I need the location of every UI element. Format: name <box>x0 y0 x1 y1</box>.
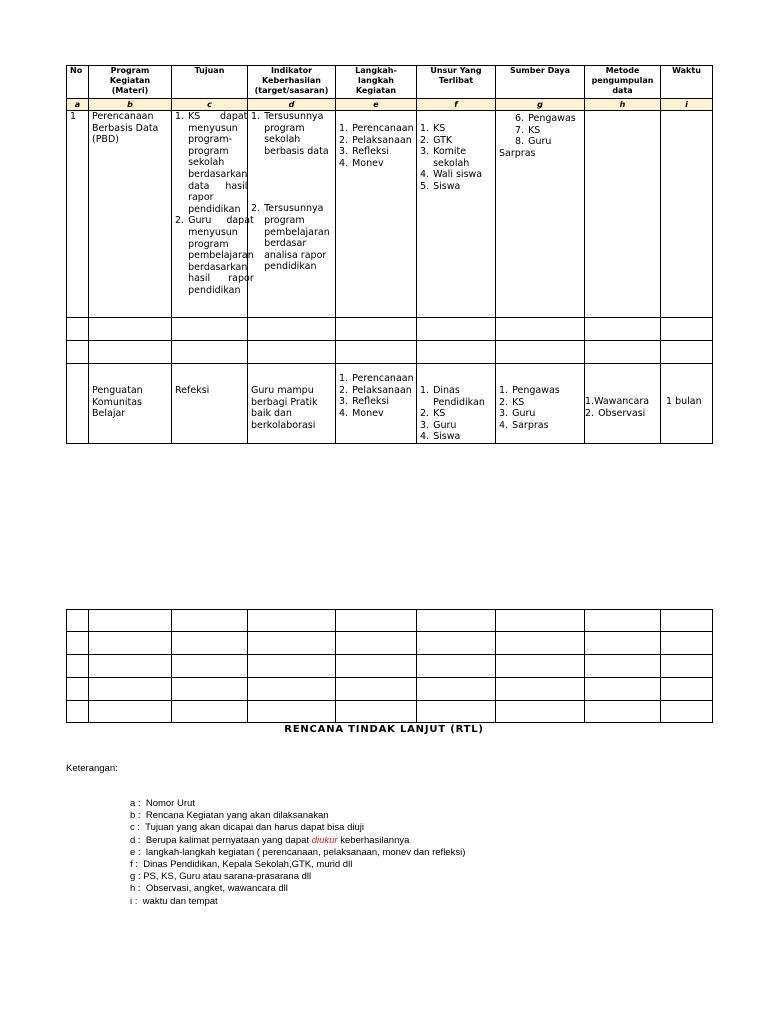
list-item: 2. GTK <box>420 134 453 146</box>
row1-metode <box>585 111 661 318</box>
header-metode: Metode pengumpulan data <box>585 66 661 99</box>
header-no: No <box>67 66 89 99</box>
letter-a: a <box>67 99 89 111</box>
list-item: 4. Sarpras <box>499 419 549 431</box>
table-row <box>67 111 713 318</box>
table-row <box>67 364 713 444</box>
page-title: RENCANA TINDAK LANJUT (RTL) <box>284 724 484 735</box>
header-unsur: Unsur Yang Terlibat <box>417 66 496 99</box>
list-item: 1. Wawancara <box>585 396 650 407</box>
empty-table <box>66 609 713 723</box>
list-item: 1. KS <box>420 123 446 134</box>
table-row <box>67 655 713 678</box>
list-item: 7. KS <box>515 124 541 136</box>
header-sumber: Sumber Daya <box>496 66 585 99</box>
rtl-main-table <box>66 65 713 444</box>
keterangan-heading: Keterangan: <box>66 763 118 774</box>
list-item: 3. Guru <box>420 419 457 431</box>
letter-c: c <box>172 99 248 111</box>
header-langkah: Langkah-langkah Kegiatan <box>336 66 417 99</box>
list-item: 3. Refleksi <box>339 396 390 408</box>
list-item: h : Observasi, angket, wawancara dll <box>130 883 288 895</box>
row1-unsur <box>417 111 496 318</box>
list-item: d : Berupa kalimat pernyataan yang dapat diukur keberhasilannya <box>130 834 410 846</box>
row1-indikator <box>248 111 336 318</box>
list-item: 1. Dinas Pendidikan <box>420 385 485 408</box>
letter-i: i <box>661 99 713 111</box>
row1-langkah <box>336 111 417 318</box>
letter-e: e <box>336 99 417 111</box>
list-item: 2. Tersusunnya program pembelajaran berdasar analisa rapor pendidikan <box>251 203 330 273</box>
row4-no <box>67 364 89 444</box>
list-item: 3. Refleksi <box>339 146 390 158</box>
row1-tujuan <box>172 111 254 318</box>
list-item: 1. Perencanaan <box>339 123 414 134</box>
list-item: c : Tujuan yang akan dicapai dan harus dapat bisa diuji <box>130 822 364 834</box>
list-item: 3. Guru <box>499 408 536 420</box>
list-item: a : Nomor Urut <box>130 798 195 809</box>
row1-waktu <box>661 111 713 318</box>
row4-unsur <box>417 364 496 444</box>
list-item: 1. Tersusunnya program sekolah berbasis data <box>251 111 329 157</box>
list-item: f : Dinas Pendidikan, Kepala Sekolah,GTK, murid dll <box>130 859 353 871</box>
list-item: 4. Monev <box>339 157 384 169</box>
list-item: 5. Siswa <box>420 180 461 192</box>
list-item: 3. Komite sekolah <box>420 146 470 169</box>
list-item: 4. Monev <box>339 407 384 419</box>
list-item: 8. Guru <box>515 136 552 148</box>
list-item: b : Rencana Kegiatan yang akan dilaksanakan <box>130 810 329 822</box>
row1-no: 1 <box>67 111 89 318</box>
table-row <box>67 701 713 723</box>
list-item: e : langkah-langkah kegiatan ( perencanaan, pelaksanaan, monev dan refleksi) <box>130 846 466 858</box>
list-item: 4. Wali siswa <box>420 169 483 181</box>
list-item: 2. Pelaksanaan <box>339 384 412 396</box>
row1-program: Perencanaan Berbasis Data (PBD) <box>89 111 172 318</box>
keterangan-list <box>130 798 465 908</box>
list-item: 2. Guru dapat menyusun program pembelajaran berdasarkan hasil rapor pendidikan <box>175 215 254 296</box>
table-row <box>67 678 713 701</box>
letter-b: b <box>89 99 172 111</box>
header-indikator: Indikator Keberhasilan (target/sasaran) <box>248 66 336 99</box>
list-item: 4. Siswa <box>420 431 461 443</box>
row4-program: Penguatan Komunitas Belajar <box>89 364 172 444</box>
table-row <box>67 632 713 655</box>
table-row <box>67 341 713 364</box>
list-item: g : PS, KS, Guru atau sarana-prasarana dll <box>130 871 312 883</box>
header-waktu: Waktu <box>661 66 713 99</box>
list-item: 1. Pengawas <box>499 385 560 396</box>
row4-waktu: 1 bulan <box>661 364 713 444</box>
list-item: 2. KS <box>499 396 525 408</box>
header-row <box>67 66 713 99</box>
list-item: 1. KS dapat menyusun program-program sekolah berdasarkan data hasil rapor pendidikan <box>175 111 248 215</box>
sumber-extra: Sarpras <box>499 147 536 159</box>
list-item: 1. Perencanaan <box>339 373 414 384</box>
row1-sumber <box>496 111 585 318</box>
row4-langkah <box>336 364 417 444</box>
letter-row <box>67 99 713 111</box>
list-item: 2. KS <box>420 408 446 420</box>
list-item: 2. Pelaksanaan <box>339 134 412 146</box>
header-program: Program Kegiatan (Materi) <box>89 66 172 99</box>
emphasis-text: diukur <box>311 834 338 846</box>
list-item: i : waktu dan tempat <box>130 895 218 907</box>
header-tujuan: Tujuan <box>172 66 248 99</box>
row4-sumber <box>496 364 585 444</box>
letter-g: g <box>496 99 585 111</box>
list-item: 2. Observasi <box>585 407 646 419</box>
row4-tujuan: Refeksi <box>172 364 248 444</box>
letter-d: d <box>248 99 336 111</box>
table-row <box>67 610 713 632</box>
row4-indikator: Guru mampu berbagi Pratik baik dan berkolaborasi <box>248 364 336 444</box>
table-row <box>67 318 713 341</box>
letter-f: f <box>417 99 496 111</box>
list-item: 6. Pengawas <box>515 113 576 124</box>
letter-h: h <box>585 99 661 111</box>
row4-metode <box>585 364 661 444</box>
